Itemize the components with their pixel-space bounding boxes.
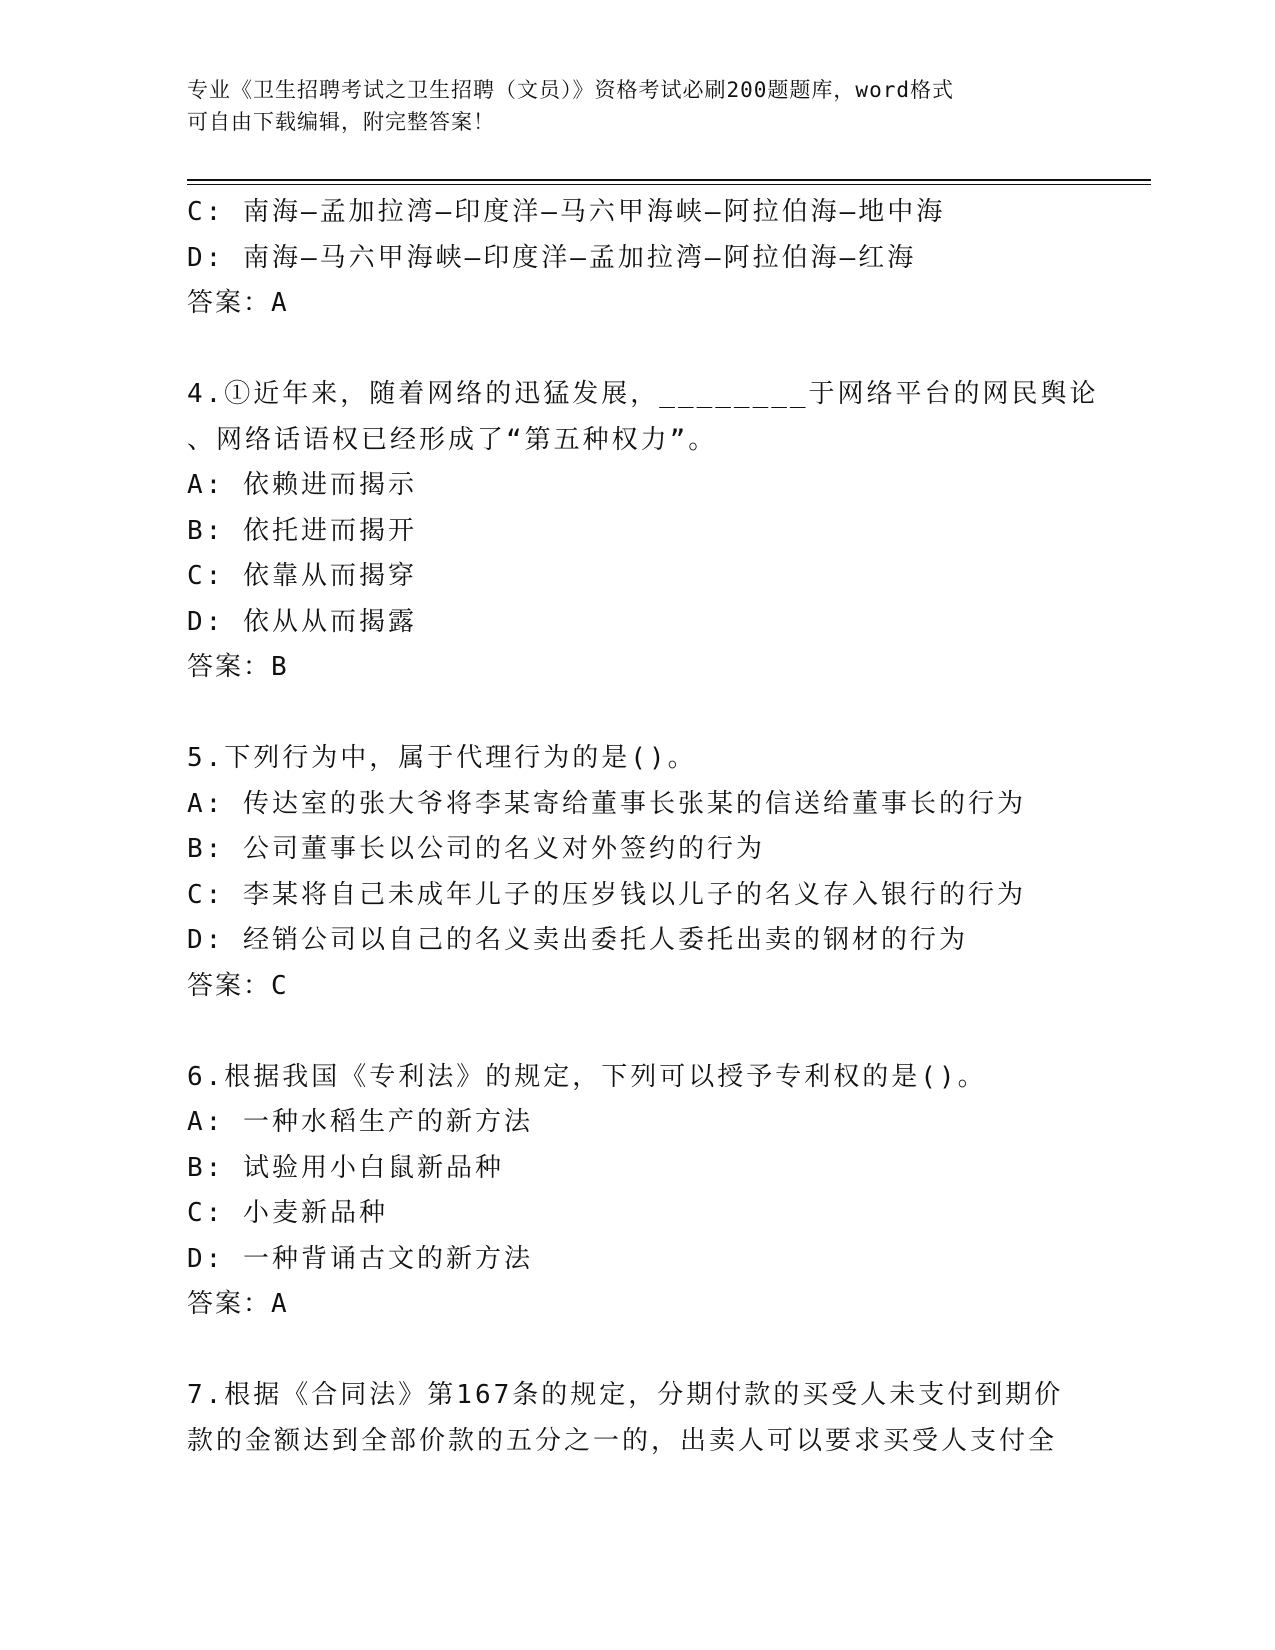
question-list xyxy=(187,190,1099,1464)
answer-line xyxy=(187,281,1087,327)
spacer xyxy=(187,1328,1087,1374)
answer-value: A xyxy=(271,288,290,318)
spacer xyxy=(187,327,1087,373)
question-4 xyxy=(187,372,1099,691)
option-a: A: 传达室的张大爷将李某寄给董事长张某的信送给董事长的行为 xyxy=(187,788,1026,819)
answer-label: 答案： xyxy=(187,652,272,682)
option-a: A: 一种水稻生产的新方法 xyxy=(187,1107,533,1137)
answer-label: 答案： xyxy=(187,288,272,318)
question-stem: 4.①近年来，随着网络的迅猛发展，________于网络平台的网民舆论 xyxy=(187,379,1099,409)
answer-value: C xyxy=(271,970,290,1001)
option-c: C: 依靠从而揭穿 xyxy=(187,561,417,591)
option-a: A: 依赖进而揭示 xyxy=(187,470,417,500)
option-b: B: 公司董事长以公司的名义对外签约的行为 xyxy=(187,834,765,864)
question-5 xyxy=(187,736,1087,1009)
question-stem: 7.根据《合同法》第167条的规定，分期付款的买受人未支付到期价 xyxy=(187,1380,1064,1410)
header-rule-thin xyxy=(187,184,1151,185)
answer-label: 答案： xyxy=(187,970,272,1001)
header-line-2: 可自由下载编辑，附完整答案！ xyxy=(187,110,495,134)
question-6 xyxy=(187,1055,1087,1328)
header-line-1: 专业《卫生招聘考试之卫生招聘（文员）》资格考试必刷200题题库，word格式 xyxy=(187,78,954,102)
question-stem-continued: 、网络话语权已经形成了“第五种权力”。 xyxy=(187,424,718,455)
option-d: D: 一种背诵古文的新方法 xyxy=(187,1243,533,1274)
option-d: D: 南海—马六甲海峡—印度洋—孟加拉湾—阿拉伯海—红海 xyxy=(187,242,917,273)
answer-line xyxy=(187,645,1087,691)
spacer xyxy=(187,691,1087,737)
answer-value: A xyxy=(271,1289,290,1319)
document-header xyxy=(187,74,1067,138)
question-stem-continued: 款的金额达到全部价款的五分之一的，出卖人可以要求买受人支付全 xyxy=(187,1425,1058,1456)
option-d: D: 经销公司以自己的名义卖出委托人委托出卖的钢材的行为 xyxy=(187,925,968,955)
spacer xyxy=(187,1009,1087,1055)
option-d: D: 依从从而揭露 xyxy=(187,606,417,637)
question-7 xyxy=(187,1373,1087,1464)
option-c: C: 小麦新品种 xyxy=(187,1198,388,1228)
answer-line xyxy=(187,1282,1087,1328)
option-c: C: 李某将自己未成年儿子的压岁钱以儿子的名义存入银行的行为 xyxy=(187,879,1026,910)
option-b: B: 依托进而揭开 xyxy=(187,515,417,546)
answer-line xyxy=(187,964,1087,1010)
header-rule-thick xyxy=(187,179,1151,181)
question-stem: 5.下列行为中，属于代理行为的是()。 xyxy=(187,743,697,773)
option-c: C: 南海—孟加拉湾—印度洋—马六甲海峡—阿拉伯海—地中海 xyxy=(187,197,946,227)
option-b: B: 试验用小白鼠新品种 xyxy=(187,1152,504,1183)
answer-label: 答案： xyxy=(187,1289,272,1319)
question-stem: 6.根据我国《专利法》的规定，下列可以授予专利权的是()。 xyxy=(187,1061,987,1092)
question-3 xyxy=(187,190,1087,327)
answer-value: B xyxy=(271,652,290,682)
